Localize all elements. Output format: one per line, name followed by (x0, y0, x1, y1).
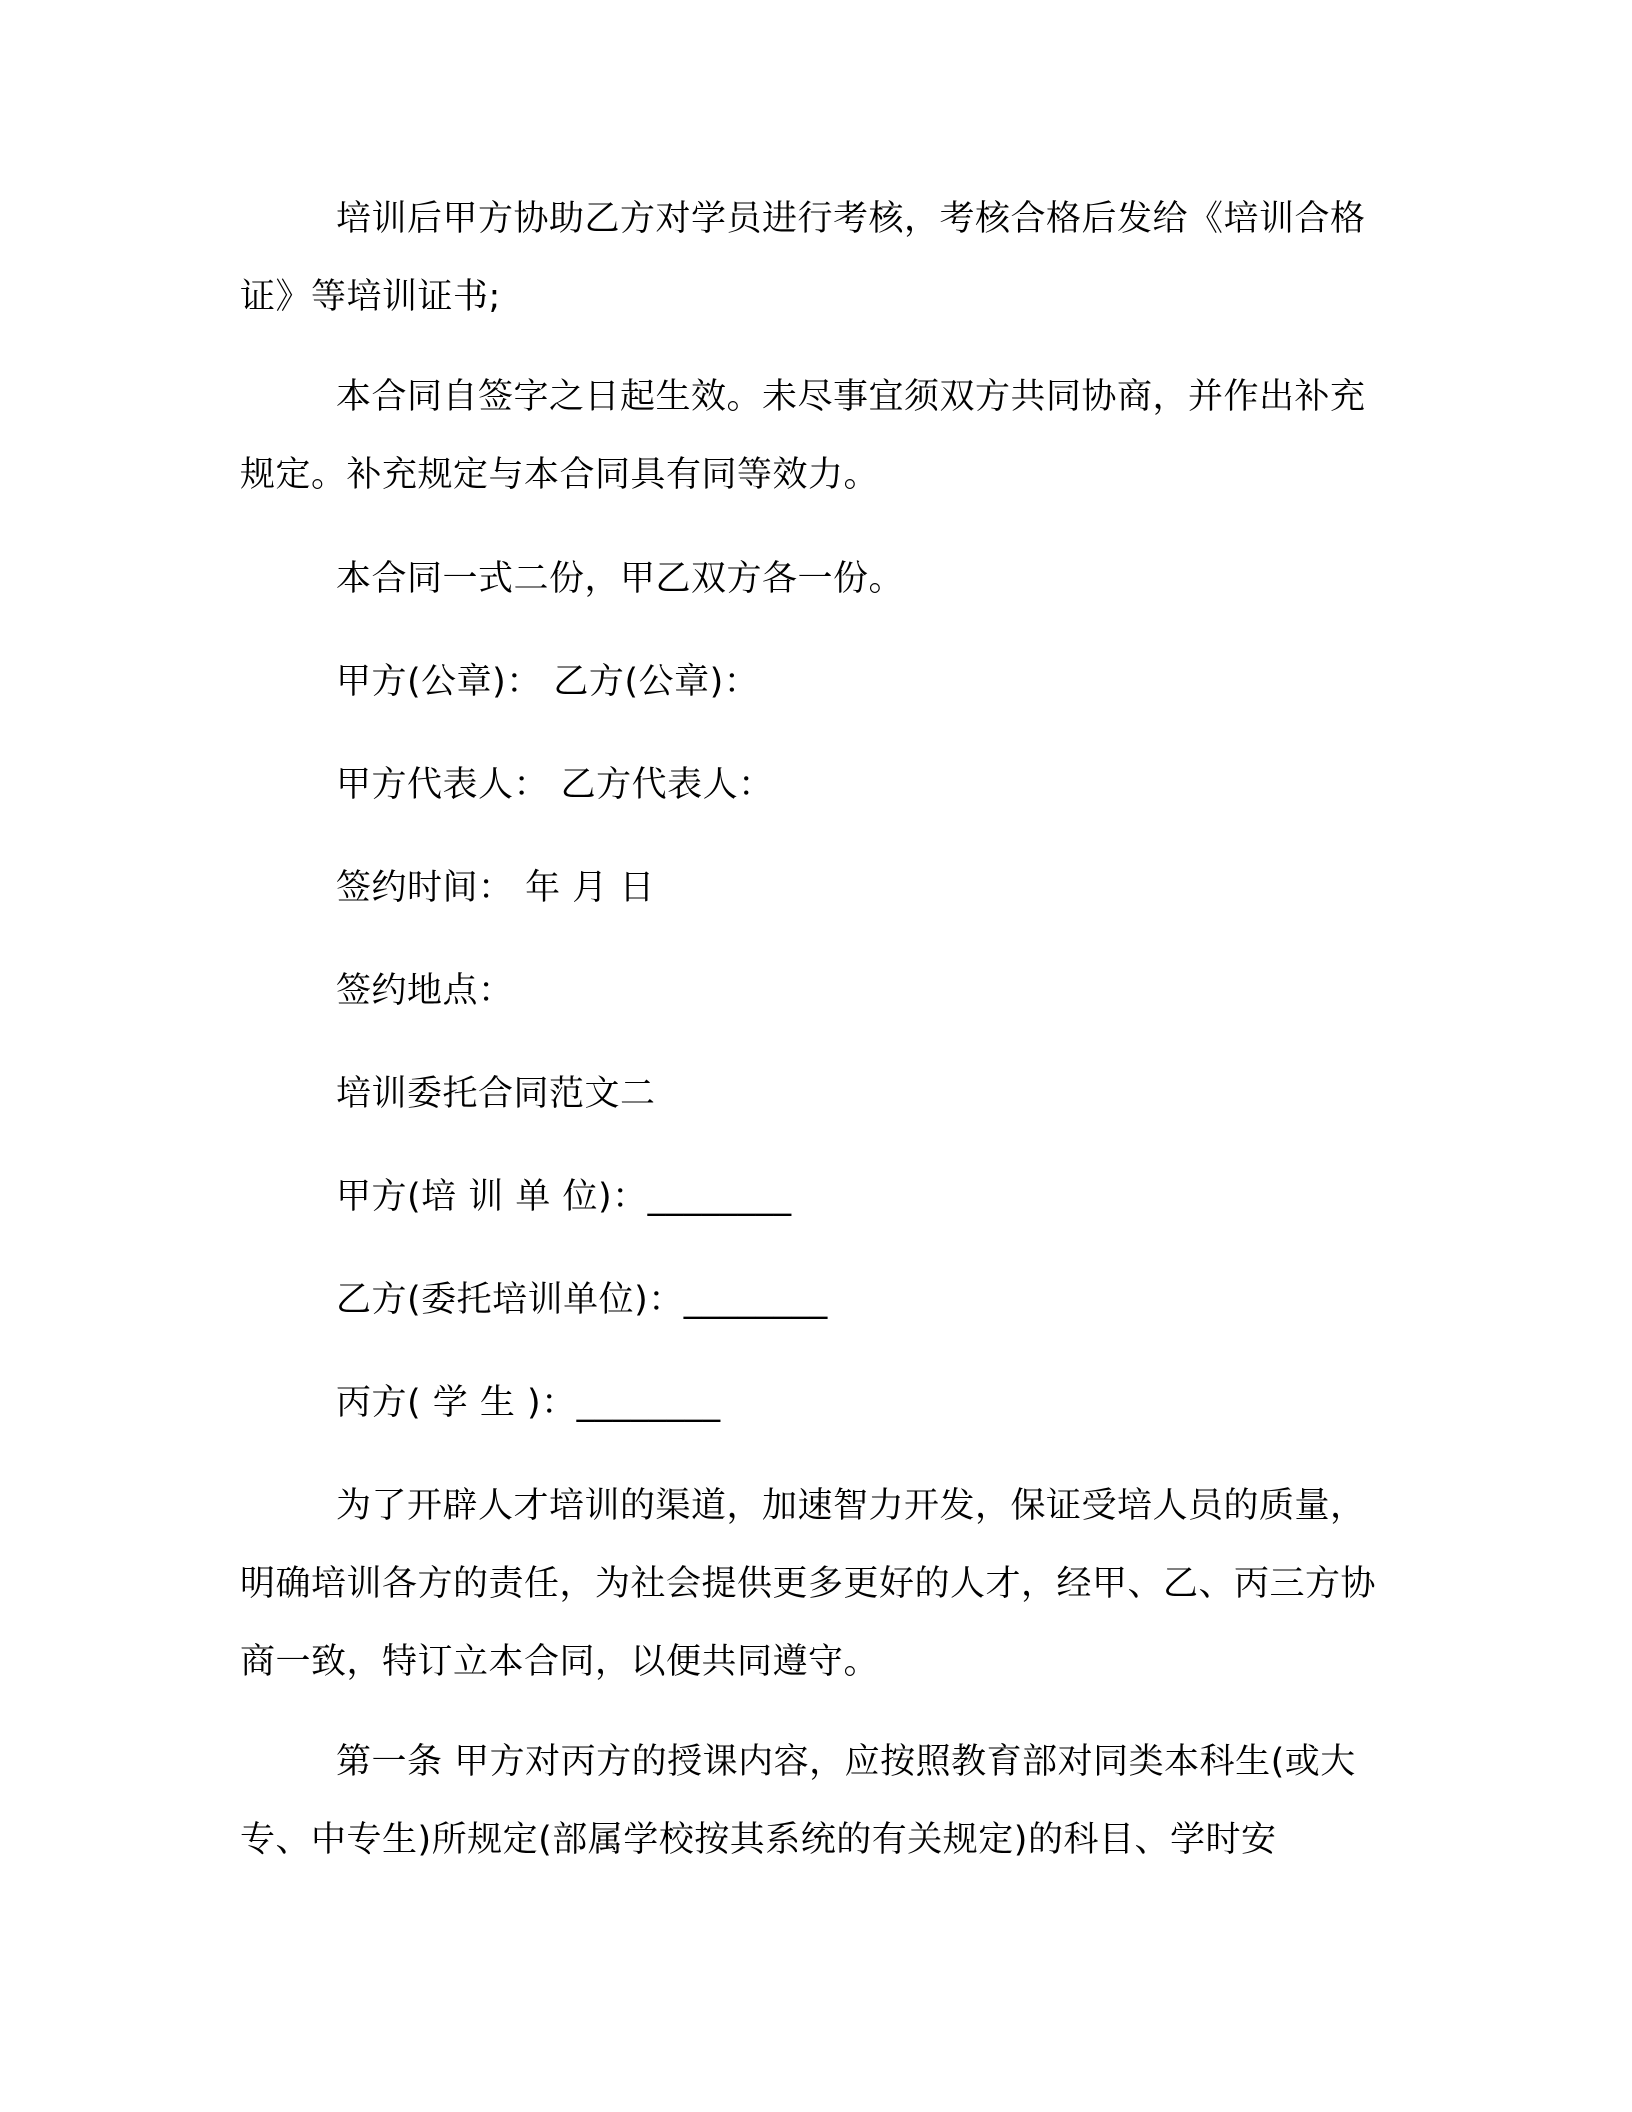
party-a-line: 甲方(培 训 单 位)：________ (336, 1177, 792, 1217)
paragraph-article-1: 第一条 甲方对丙方的授课内容，应按照教育部对同类本科生(或大专、中专生)所规定(部属学校按其系统的有关规定)的科目、学时安 (240, 1742, 1356, 1860)
paragraph-effective-date: 本合同自签字之日起生效。未尽事宜须双方共同协商，并作出补充规定。补充规定与本合同具有同等效力。 (240, 377, 1366, 495)
section-title: 培训委托合同范文二 (336, 1074, 656, 1114)
paragraph-copies: 本合同一式二份，甲乙双方各一份。 (336, 559, 905, 599)
party-c-line: 丙方( 学 生 )：________ (336, 1383, 721, 1423)
paragraph-signing-time: 签约时间： 年 月 日 (336, 868, 655, 908)
paragraph-assessment: 培训后甲方协助乙方对学员进行考核，考核合格后发给《培训合格证》等培训证书; (240, 199, 1366, 317)
paragraph-representatives: 甲方代表人： 乙方代表人： (336, 765, 774, 805)
party-b-line: 乙方(委托培训单位)：________ (336, 1280, 828, 1320)
paragraph-preamble: 为了开辟人才培训的渠道，加速智力开发，保证受培人员的质量，明确培训各方的责任，为社会提供更多更好的人才，经甲、乙、丙三方协商一致，特订立本合同，以便共同遵守。 (240, 1486, 1377, 1682)
paragraph-seals: 甲方(公章)： 乙方(公章)： (336, 662, 760, 702)
paragraph-signing-place: 签约地点： (336, 971, 514, 1011)
